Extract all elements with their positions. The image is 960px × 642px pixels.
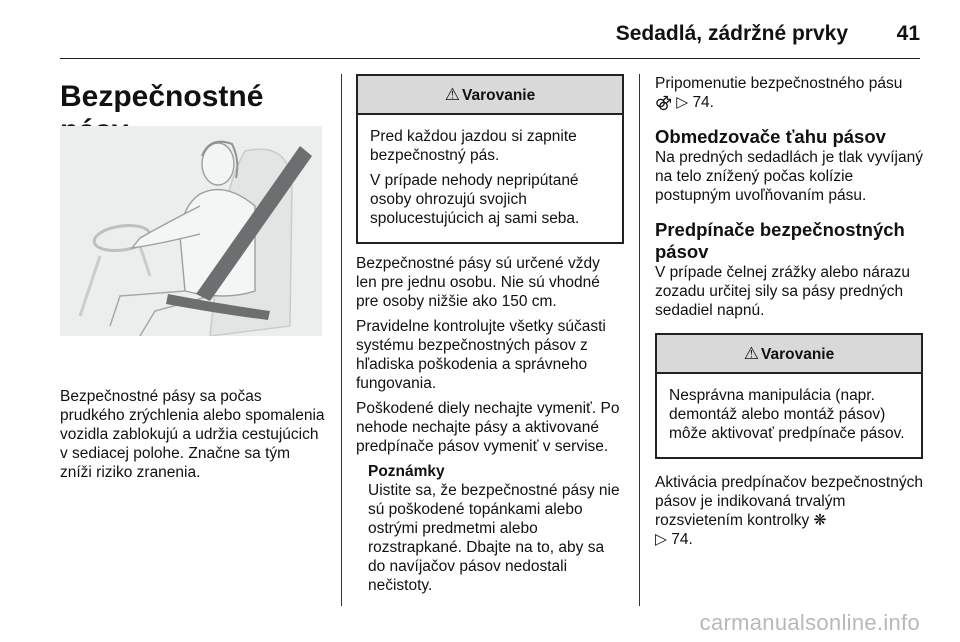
column-divider-2 <box>639 74 640 606</box>
column-2 <box>356 74 624 595</box>
seatbelt-icon: ⚣ <box>655 94 672 111</box>
column-3 <box>655 74 923 549</box>
airbag-pretensioner-icon: ❋ <box>813 512 827 529</box>
warning-1-text-2: V prípade nehody nepripútané osoby ohrozujú svojich spolucestujúcich aj sami seba. <box>370 172 580 227</box>
warning-box-1-header <box>358 76 622 115</box>
seatbelt-illustration <box>60 126 322 336</box>
note-title: Poznámky <box>368 463 445 480</box>
watermark: carmanualsonline.info <box>699 610 920 635</box>
warning-box-1-title: Varovanie <box>462 87 536 104</box>
paragraph-one-person: Bezpečnostné pásy sú určené vždy len pre jednu osobu. Nie sú vhodné pre osoby nižšie ako 150 cm. <box>356 255 600 310</box>
paragraph-replace: Poškodené diely nechajte vymeniť. Po nehode nechajte pásy a aktivované predpínače pásov vymeniť v servise. <box>356 400 620 455</box>
heading-load-limiters: Obmedzovače ťahu pásov <box>655 126 886 147</box>
driver-seatbelt-drawing <box>60 126 322 336</box>
warning-box-2-title: Varovanie <box>761 346 835 363</box>
warning-box-2 <box>655 333 923 459</box>
seatbelt-intro-paragraph: Bezpečnostné pásy sa počas prudkého zrýchlenia alebo spomalenia vozidla zablokujú a udržia cestujúcich v sediacej polohe. Značne sa tým zníži riziko zranenia. <box>60 388 325 481</box>
page-header <box>60 14 920 54</box>
warning-box-2-body <box>657 374 921 457</box>
header-title: Sedadlá, zádržné prvky <box>615 22 848 45</box>
paragraph-pretensioners: V prípade čelnej zrážky alebo nárazu zozadu určitej sily sa pásy predných sedadiel napnú. <box>655 264 911 319</box>
section-heading-seatbelts: Bezpečnostné <box>60 80 264 113</box>
activation-paragraph <box>655 473 923 549</box>
reminder-line <box>655 74 923 112</box>
reminder-text: Pripomenutie bezpečnostného pásu <box>655 75 903 92</box>
reminder-page-ref: 74. <box>692 94 714 111</box>
warning-2-text: Nesprávna manipulácia (napr. demontáž alebo montáž pásov) môže aktivovať predpínače pásov. <box>669 387 905 442</box>
warning-triangle-icon: ⚠ <box>444 85 460 104</box>
reference-arrow-icon: ▷ <box>655 531 667 548</box>
activation-text: Aktivácia predpínačov bezpečnostných pásov je indikovaná trvalým rozsvietením kontrolky <box>655 474 923 529</box>
reference-arrow-icon: ▷ <box>676 94 689 111</box>
warning-triangle-icon: ⚠ <box>743 344 759 363</box>
page-number: 41 <box>896 22 920 45</box>
note-block <box>356 462 624 595</box>
header-rule <box>60 58 920 59</box>
warning-box-2-header <box>657 335 921 374</box>
heading-pretensioners: Predpínače bezpečnostných pásov <box>655 219 905 262</box>
paragraph-load-limiters: Na predných sedadlách je tlak vyvíjaný na telo znížený počas kolízie postupným uvoľňovaním pásu. <box>655 149 923 204</box>
activation-page-ref: 74. <box>671 531 693 548</box>
note-text: Uistite sa, že bezpečnostné pásy nie sú poškodené topánkami alebo ostrými predmetmi alebo rozstrapkané. Dbajte na to, aby sa do navíjačov pásov nedostali nečistoty. <box>368 482 620 594</box>
column-divider-1 <box>341 74 342 606</box>
warning-box-1 <box>356 74 624 244</box>
paragraph-inspect: Pravidelne kontrolujte všetky súčasti systému bezpečnostných pásov z hľadiska poškodenia a správneho fungovania. <box>356 318 606 392</box>
warning-box-1-body <box>358 115 622 242</box>
warning-1-text-1: Pred každou jazdou si zapnite bezpečnostný pás. <box>370 128 577 164</box>
